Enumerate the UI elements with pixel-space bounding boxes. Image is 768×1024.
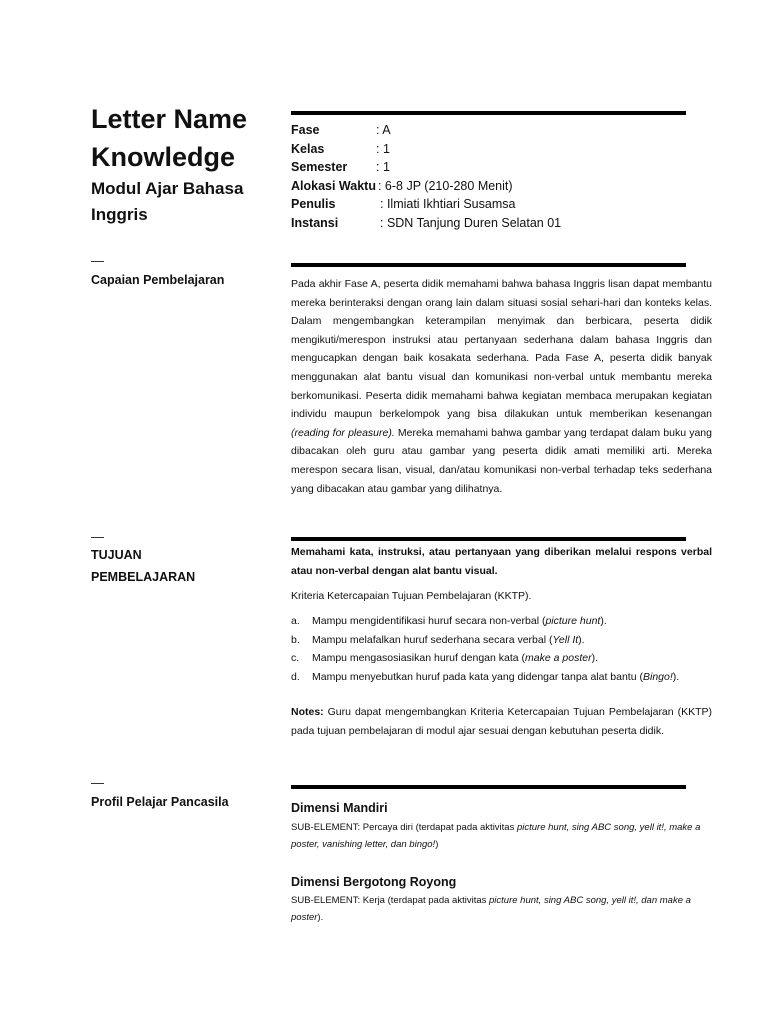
meta-row-fase: Fase : A [291, 123, 391, 137]
section-dash: — [91, 253, 104, 268]
dimension-subelement: SUB-ELEMENT: Percaya diri (terdapat pada aktivitas picture hunt, sing ABC song, yell it!, make a poster, vanishing letter, dan bingo!) [291, 822, 701, 850]
meta-row-alokasi: Alokasi Waktu : 6-8 JP (210-280 Menit) [291, 178, 513, 193]
meta-row-instansi: Instansi : SDN Tanjung Duren Selatan 01 [291, 215, 562, 230]
kktp-list [291, 612, 712, 686]
meta-row-semester: Semester : 1 [291, 160, 390, 174]
kktp-intro: Kriteria Ketercapaian Tujuan Pembelajaran (KKTP). [291, 590, 532, 602]
list-item: c. Mampu mengasosiasikan huruf dengan kata (make a poster). [291, 652, 599, 664]
module-meta [291, 121, 711, 232]
capaian-label: Capaian Pembelajaran [91, 273, 225, 287]
dimension-subelement: SUB-ELEMENT: Kerja (terdapat pada aktivitas picture hunt, sing ABC song, yell it!, dan make a poster). [291, 895, 691, 923]
divider-capaian [291, 263, 686, 267]
meta-row-kelas: Kelas : 1 [291, 141, 390, 156]
divider-profil [291, 785, 686, 789]
section-dash: — [91, 775, 104, 790]
section-dash: — [91, 529, 104, 544]
tujuan-label: TUJUAN PEMBELAJARAN [91, 548, 196, 584]
divider-meta [291, 111, 686, 115]
meta-row-penulis: Penulis : Ilmiati Ikhtiari Susamsa [291, 197, 516, 211]
capaian-text: Pada akhir Fase A, peserta didik memahami bahwa bahasa Inggris lisan dapat membantu mereka berinteraksi dengan orang lain dalam situasi sosial sehari-hari dan konteks kelas. Dalam mengembangkan keterampilan menyimak dan berbicara, peserta didik mengikuti/merespon instruksi atau pertanyaan sederhana dalam bahasa Inggris dan mengucapkan dengan baik kosakata sederhana. Pada Fase A, peserta didik banyak menggunakan alat bantu visual dan komunikasi non-verbal untuk membantu mereka berkomunikasi. Peserta didik memahami bahwa kegiatan membaca merupakan kegiatan individu maupun berkelompok yang bisa dilakukan untuk memberikan kesenangan (reading for pleasure). Mereka memahami bahwa gambar yang terdapat dalam buku yang dibacakan oleh guru atau gambar yang peserta didik amati memiliki arti. Mereka merespon secara lisan, visual, dan/atau komunikasi non-verbal terhadap teks sederhana yang dibacakan atau gambar yang dilihatnya. [291, 278, 712, 495]
dimension-title: Dimensi Bergotong Royong [291, 875, 457, 889]
list-item: a. Mampu mengidentifikasi huruf secara non-verbal (picture hunt). [291, 615, 607, 627]
divider-tujuan [291, 537, 686, 541]
tujuan-heading: Memahami kata, instruksi, atau pertanyaan yang diberikan melalui respons verbal atau non-verbal dengan alat bantu visual. [291, 546, 712, 577]
notes: Notes: Guru dapat mengembangkan Kriteria Ketercapaian Tujuan Pembelajaran (KKTP) pada tujuan pembelajaran di modul ajar sesuai dengan kebutuhan peserta didik. [291, 706, 712, 737]
profil-label: Profil Pelajar Pancasila [91, 795, 229, 809]
list-item: b. Mampu melafalkan huruf sederhana secara verbal (Yell It). [291, 633, 585, 646]
module-title: Letter Name Knowledge [91, 104, 248, 172]
module-subtitle: Modul Ajar Bahasa Inggris [91, 179, 244, 224]
dimension-title: Dimensi Mandiri [291, 801, 388, 815]
list-item: d. Mampu menyebutkan huruf pada kata yang didengar tanpa alat bantu (Bingo!). [291, 670, 680, 683]
